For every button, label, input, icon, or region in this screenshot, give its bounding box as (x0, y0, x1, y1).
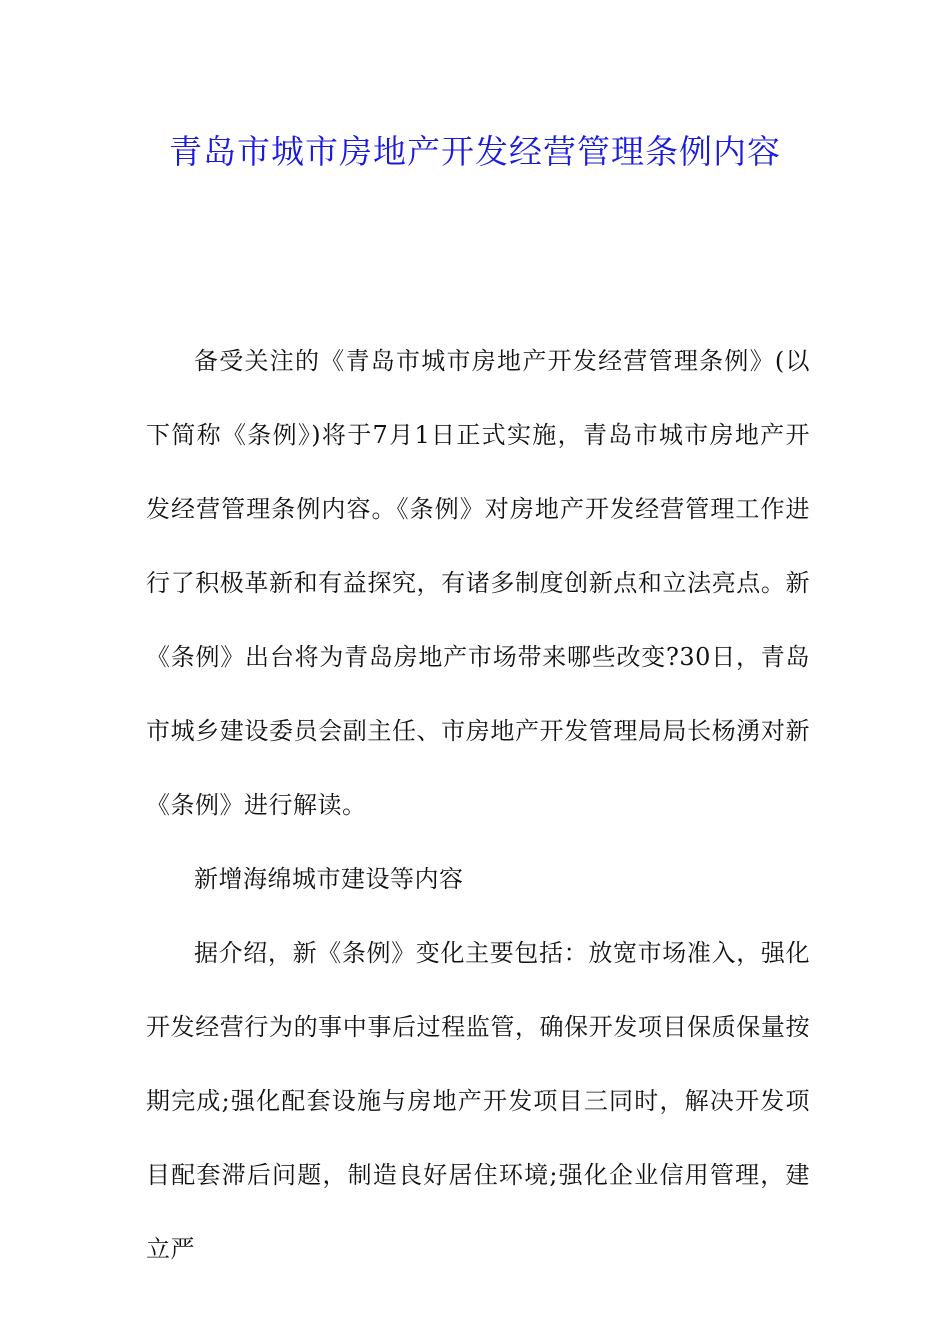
paragraph-block (146, 324, 810, 842)
paragraph-block (146, 842, 810, 916)
section-heading: 新增海绵城市建设等内容 (194, 865, 464, 893)
document-title: 青岛市城市房地产开发经营管理条例内容 (169, 132, 781, 171)
paragraph-block (146, 916, 810, 1286)
paragraph-changes: 据介绍，新《条例》变化主要包括：放宽市场准入，强化开发经营行为的事中事后过程监管，确保开发项目保质保量按期完成;强化配套设施与房地产开发项目三同时，解决开发项目配套滞后问题，制造良好居住环境;强化企业信用管理，建立严 (146, 939, 810, 1263)
paragraph-intro: 备受关注的《青岛市城市房地产开发经营管理条例》(以下简称《条例》)将于7月1日正式实施，青岛市城市房地产开发经营管理条例内容。《条例》对房地产开发经营管理工作进行了积极革新和有益探究，有诸多制度创新点和立法亮点。新《条例》出台将为青岛房地产市场带来哪些改变?30日，青岛市城乡建设委员会副主任、市房地产开发管理局局长杨湧对新《条例》进行解读。 (146, 347, 810, 819)
